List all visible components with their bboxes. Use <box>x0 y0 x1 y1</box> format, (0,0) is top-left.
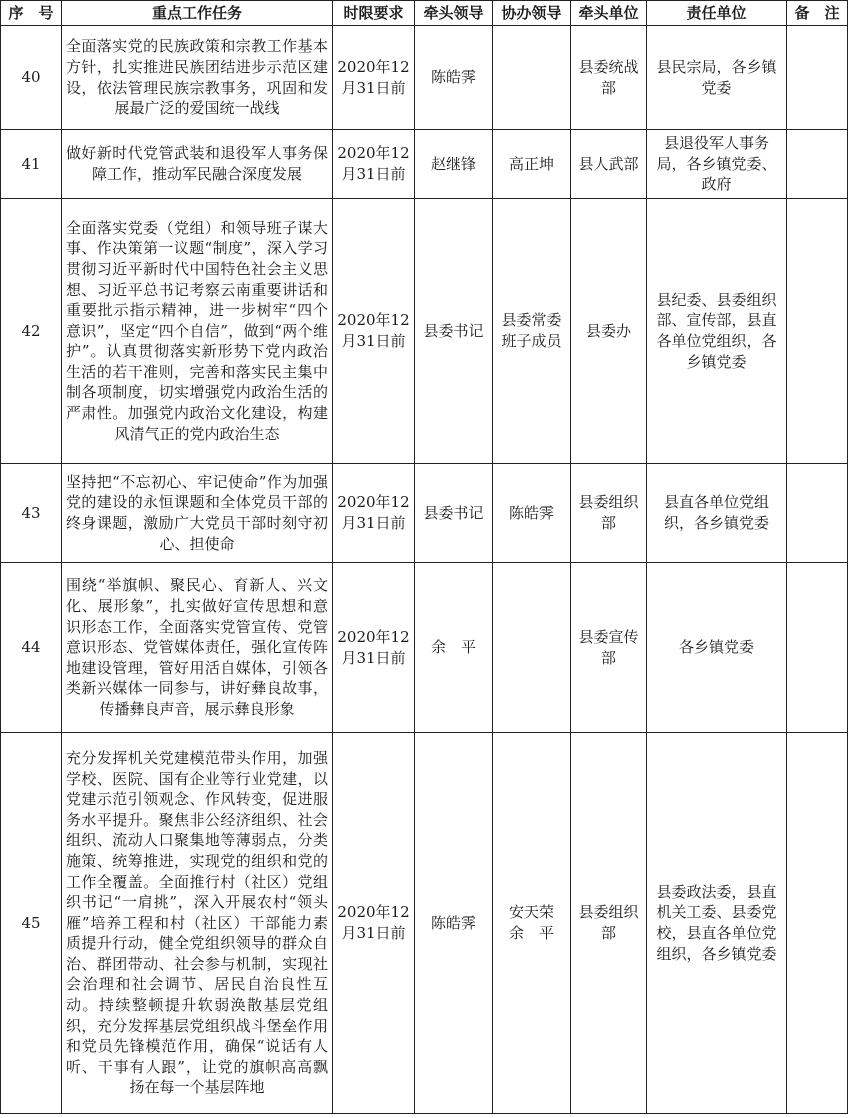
row-lead-unit: 县委宣传部 <box>571 563 647 733</box>
row-deadline: 2020年12月31日前 <box>333 26 415 130</box>
row-assist: 高正坤 <box>493 130 571 199</box>
row-lead-unit: 县委办 <box>571 199 647 464</box>
row-resp-unit: 各乡镇党委 <box>647 563 787 733</box>
header-lead: 牵头领导 <box>415 1 493 26</box>
table-row <box>1 130 848 199</box>
row-task: 充分发挥机关党建模范带头作用，加强学校、医院、国有企业等行业党建，以党建示范引领观念、作风转变，促进服务水平提升。聚焦非公经济组织、社会组织、流动人口聚集地等薄弱点，分类施策、统筹推进，实现党的组织和党的工作全覆盖。全面推行村（社区）党组织书记“一肩挑”，深入开展农村“领头雁”培养工程和村（社区）干部能力素质提升行动，健全党组织领导的群众自治、群团带动、社会参与机制，实现社会治理和社会调节、居民自治良性互动。持续整顿提升软弱涣散基层党组织，充分发挥基层党组织战斗堡垒作用和党员先锋模范作用，确保“说话有人听、干事有人跟”，让党的旗帜高高飘扬在每一个基层阵地 <box>62 733 333 1114</box>
row-resp-unit: 县直各单位党组织，各乡镇党委 <box>647 464 787 563</box>
table-row <box>1 464 848 563</box>
row-lead-unit: 县委组织部 <box>571 733 647 1114</box>
row-task: 坚持把“不忘初心、牢记使命”作为加强党的建设的永恒课题和全体党员干部的终身课题，激励广大党员干部时刻守初心、担使命 <box>62 464 333 563</box>
table-row <box>1 26 848 130</box>
table-row <box>1 199 848 464</box>
row-deadline: 2020年12月31日前 <box>333 130 415 199</box>
row-lead: 赵继锋 <box>415 130 493 199</box>
row-resp-unit: 县民宗局，各乡镇党委 <box>647 26 787 130</box>
row-note <box>787 26 848 130</box>
row-note <box>787 130 848 199</box>
row-lead: 陈皓霁 <box>415 733 493 1114</box>
header-resp-unit: 责任单位 <box>647 1 787 26</box>
row-lead: 余 平 <box>415 563 493 733</box>
row-assist <box>493 563 571 733</box>
row-resp-unit: 县纪委、县委组织部、宣传部，县直各单位党组织，各乡镇党委 <box>647 199 787 464</box>
row-lead: 县委书记 <box>415 464 493 563</box>
row-no: 42 <box>1 199 62 464</box>
header-task: 重点工作任务 <box>62 1 333 26</box>
table-row <box>1 733 848 1114</box>
row-assist: 陈皓霁 <box>493 464 571 563</box>
header-lead-unit: 牵头单位 <box>571 1 647 26</box>
row-resp-unit: 县退役军人事务局，各乡镇党委、政府 <box>647 130 787 199</box>
row-task: 全面落实党的民族政策和宗教工作基本方针，扎实推进民族团结进步示范区建设，依法管理民族宗教事务，巩固和发展最广泛的爱国统一战线 <box>62 26 333 130</box>
row-note <box>787 199 848 464</box>
row-assist <box>493 26 571 130</box>
row-no: 44 <box>1 563 62 733</box>
row-no: 43 <box>1 464 62 563</box>
row-deadline: 2020年12月31日前 <box>333 733 415 1114</box>
header-note: 备 注 <box>787 1 848 26</box>
row-note <box>787 563 848 733</box>
header-assist: 协办领导 <box>493 1 571 26</box>
row-no: 41 <box>1 130 62 199</box>
row-deadline: 2020年12月31日前 <box>333 563 415 733</box>
header-deadline: 时限要求 <box>333 1 415 26</box>
row-assist: 县委常委班子成员 <box>493 199 571 464</box>
row-no: 45 <box>1 733 62 1114</box>
row-no: 40 <box>1 26 62 130</box>
row-lead: 县委书记 <box>415 199 493 464</box>
row-task: 围绕“举旗帜、聚民心、育新人、兴文化、展形象”，扎实做好宣传思想和意识形态工作，全面落实党管宣传、党管意识形态、党管媒体责任，强化宣传阵地建设管理，管好用活自媒体，引领各类新兴媒体一同参与，讲好彝良故事，传播彝良声音，展示彝良形象 <box>62 563 333 733</box>
table-row <box>1 563 848 733</box>
row-task: 全面落实党委（党组）和领导班子谋大事、作决策第一议题“制度”，深入学习贯彻习近平新时代中国特色社会主义思想、习近平总书记考察云南重要讲话和重要批示指示精神，进一步树牢“四个意识”，坚定“四个自信”，做到“两个维护”。认真贯彻落实新形势下党内政治生活的若干准则，完善和落实民主集中制各项制度，切实增强党内政治生活的严肃性。加强党内政治文化建设，构建风清气正的党内政治生态 <box>62 199 333 464</box>
row-lead: 陈皓霁 <box>415 26 493 130</box>
header-row <box>1 1 848 26</box>
row-assist: 安天荣 余 平 <box>493 733 571 1114</box>
row-deadline: 2020年12月31日前 <box>333 464 415 563</box>
row-note <box>787 733 848 1114</box>
header-no: 序 号 <box>1 1 62 26</box>
row-lead-unit: 县委组织部 <box>571 464 647 563</box>
row-resp-unit: 县委政法委，县直机关工委、县委党校，县直各单位党组织，各乡镇党委 <box>647 733 787 1114</box>
row-task: 做好新时代党管武装和退役军人事务保障工作，推动军民融合深度发展 <box>62 130 333 199</box>
row-lead-unit: 县委统战部 <box>571 26 647 130</box>
row-deadline: 2020年12月31日前 <box>333 199 415 464</box>
row-lead-unit: 县人武部 <box>571 130 647 199</box>
row-note <box>787 464 848 563</box>
